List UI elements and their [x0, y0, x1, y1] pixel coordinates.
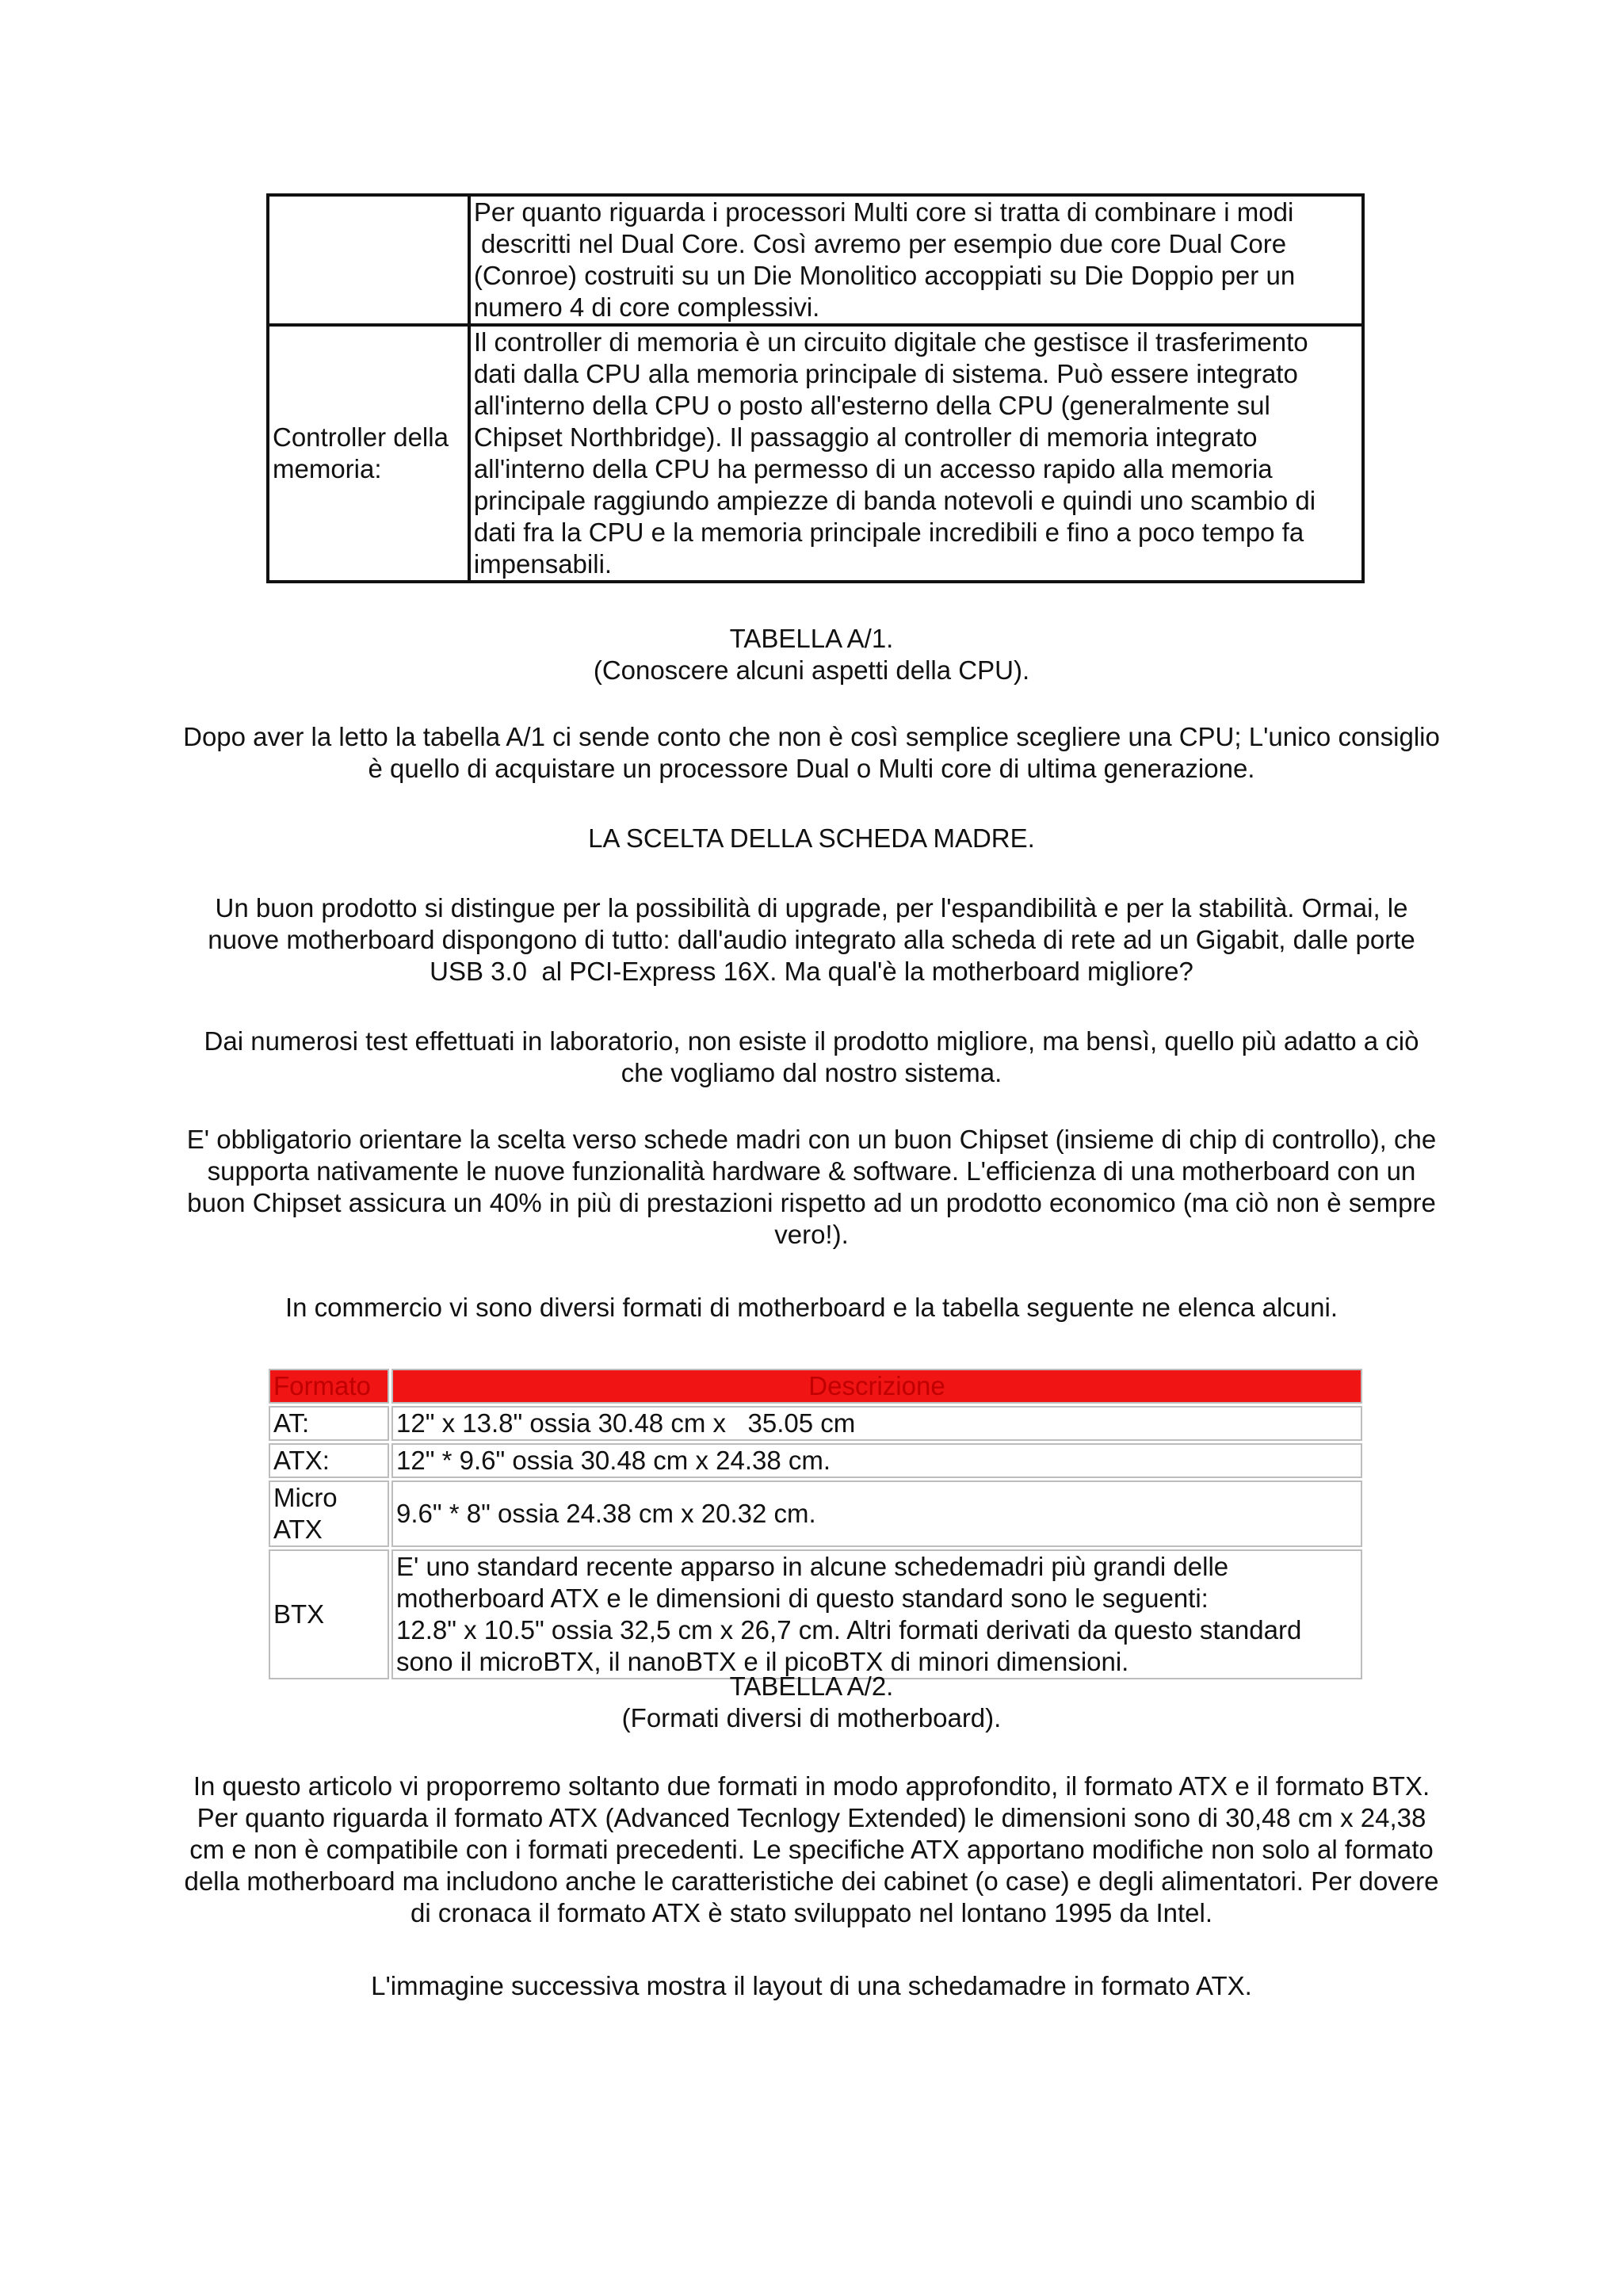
section-heading: [0, 823, 1623, 854]
caption-subtitle: (Formati diversi di motherboard).: [621, 1703, 1002, 1733]
key-line: Micro: [273, 1483, 338, 1512]
paragraph: [0, 1771, 1623, 1929]
text-line: all'interno della CPU ha permesso di un accesso rapido alla memoria: [473, 454, 1273, 483]
table-header-row: [269, 1369, 1362, 1404]
text-line: principale raggiundo ampiezze di banda notevoli e quindi uno scambio di: [473, 486, 1316, 515]
caption-title: TABELLA A/1.: [729, 624, 894, 653]
caption-title: TABELLA A/2.: [729, 1671, 894, 1701]
text-line: della motherboard ma includono anche le caratteristiche dei cabinet (o case) e degli alimentatori. Per dovere: [184, 1866, 1439, 1896]
row-text: [469, 195, 1363, 325]
paragraph: [0, 1124, 1623, 1251]
text-line: che vogliamo dal nostro sistema.: [621, 1058, 1002, 1087]
row-text: [469, 325, 1363, 582]
text-line: LA SCELTA DELLA SCHEDA MADRE.: [588, 823, 1035, 853]
key-line: BTX: [273, 1599, 325, 1629]
description-cell: [391, 1443, 1362, 1478]
format-cell: [269, 1549, 389, 1679]
label-line: Controller della: [273, 422, 449, 452]
paragraph: [0, 721, 1623, 785]
text-line: supporta nativamente le nuove funzionalità hardware & software. L'efficienza di una motherboard con un: [207, 1156, 1416, 1186]
text-line: Dopo aver la letto la tabella A/1 ci sende conto che non è così semplice scegliere una CPU; L'unico consiglio: [183, 722, 1440, 751]
paragraph: [0, 892, 1623, 988]
text-line: Un buon prodotto si distingue per la possibilità di upgrade, per l'espandibilità e per la stabilità. Ormai, le: [215, 893, 1408, 923]
text-line: descritti nel Dual Core. Così avremo per esempio due core Dual Core: [473, 229, 1287, 258]
text-line: buon Chipset assicura un 40% in più di prestazioni rispetto ad un prodotto economico (ma ciò non è sempre: [187, 1188, 1436, 1217]
format-cell: [269, 1406, 389, 1441]
paragraph: [0, 1970, 1623, 2002]
table-row: [268, 195, 1363, 325]
table-row: [269, 1480, 1362, 1547]
description-cell: [391, 1549, 1362, 1679]
row-label: [268, 325, 469, 582]
text-line: numero 4 di core complessivi.: [473, 292, 820, 322]
text-line: USB 3.0 al PCI-Express 16X. Ma qual'è la motherboard migliore?: [430, 957, 1193, 986]
desc-line: 9.6" * 8" ossia 24.38 cm x 20.32 cm.: [396, 1499, 816, 1528]
label-line: memoria:: [273, 454, 382, 483]
table-row: [269, 1549, 1362, 1679]
desc-line: E' uno standard recente apparso in alcune schedemadri più grandi delle: [396, 1552, 1229, 1581]
text-line: Chipset Northbridge). Il passaggio al controller di memoria integrato: [473, 422, 1258, 452]
text-line: impensabili.: [473, 549, 613, 579]
header-format: Formato: [269, 1369, 389, 1404]
paragraph: [0, 1292, 1623, 1324]
key-line: ATX: [273, 1515, 323, 1544]
caption-subtitle: (Conoscere alcuni aspetti della CPU).: [593, 655, 1030, 685]
text-line: L'immagine successiva mostra il layout di una schedamadre in formato ATX.: [371, 1971, 1252, 2000]
text-line: all'interno della CPU o posto all'esterno della CPU (generalmente sul: [473, 391, 1270, 420]
desc-line: sono il microBTX, il nanoBTX e il picoBTX di minori dimensioni.: [396, 1647, 1129, 1676]
text-line: E' obbligatorio orientare la scelta verso schede madri con un buon Chipset (insieme di chip di controllo), che: [186, 1125, 1437, 1154]
text-line: di cronaca il formato ATX è stato sviluppato nel lontano 1995 da Intel.: [410, 1898, 1212, 1927]
text-line: vero!).: [774, 1220, 849, 1249]
text-line: dati dalla CPU alla memoria principale di sistema. Può essere integrato: [473, 359, 1298, 388]
header-description: Descrizione: [391, 1369, 1362, 1404]
key-line: AT:: [273, 1408, 310, 1438]
description-cell: [391, 1480, 1362, 1547]
text-line: In commercio vi sono diversi formati di motherboard e la tabella seguente ne elenca alcuni.: [285, 1293, 1338, 1322]
text-line: nuove motherboard dispongono di tutto: dall'audio integrato alla scheda di rete ad un Gigabit, dalle porte: [208, 925, 1415, 954]
text-line: cm e non è compatibile con i formati precedenti. Le specifiche ATX apportano modifiche non solo al formato: [189, 1835, 1434, 1864]
key-line: ATX:: [273, 1446, 330, 1475]
desc-line: 12.8" x 10.5" ossia 32,5 cm x 26,7 cm. Altri formati derivati da questo standard: [396, 1615, 1302, 1645]
table-row: [269, 1406, 1362, 1441]
desc-line: 12" * 9.6" ossia 30.48 cm x 24.38 cm.: [396, 1446, 831, 1475]
text-line: Dai numerosi test effettuati in laboratorio, non esiste il prodotto migliore, ma bensì, quello più adatto a ciò: [204, 1026, 1419, 1056]
desc-line: motherboard ATX e le dimensioni di questo standard sono le seguenti:: [396, 1584, 1209, 1613]
paragraph: [0, 1026, 1623, 1089]
text-line: dati fra la CPU e la memoria principale incredibili e fino a poco tempo fa: [473, 518, 1304, 547]
description-cell: [391, 1406, 1362, 1441]
text-line: (Conroe) costruiti su un Die Monolitico accoppiati su Die Doppio per un: [473, 261, 1296, 290]
table-row: [269, 1443, 1362, 1478]
desc-line: 12" x 13.8" ossia 30.48 cm x 35.05 cm: [396, 1408, 856, 1438]
row-label: [268, 195, 469, 325]
motherboard-formats-table: [266, 1366, 1365, 1682]
text-line: Il controller di memoria è un circuito digitale che gestisce il trasferimento: [473, 327, 1308, 357]
format-cell: [269, 1480, 389, 1547]
text-line: è quello di acquistare un processore Dual o Multi core di ultima generazione.: [368, 754, 1255, 783]
format-cell: [269, 1443, 389, 1478]
text-line: Per quanto riguarda il formato ATX (Advanced Tecnlogy Extended) le dimensioni sono di 30,48 cm x 24,38: [197, 1803, 1426, 1832]
cpu-aspects-table: [266, 193, 1365, 583]
table-a1-caption: [0, 623, 1623, 686]
text-line: In questo articolo vi proporremo soltanto due formati in modo approfondito, il formato ATX e il formato BTX.: [193, 1771, 1430, 1801]
table-a2-caption: [0, 1671, 1623, 1734]
table-row: [268, 325, 1363, 582]
text-line: Per quanto riguarda i processori Multi core si tratta di combinare i modi: [473, 197, 1294, 227]
